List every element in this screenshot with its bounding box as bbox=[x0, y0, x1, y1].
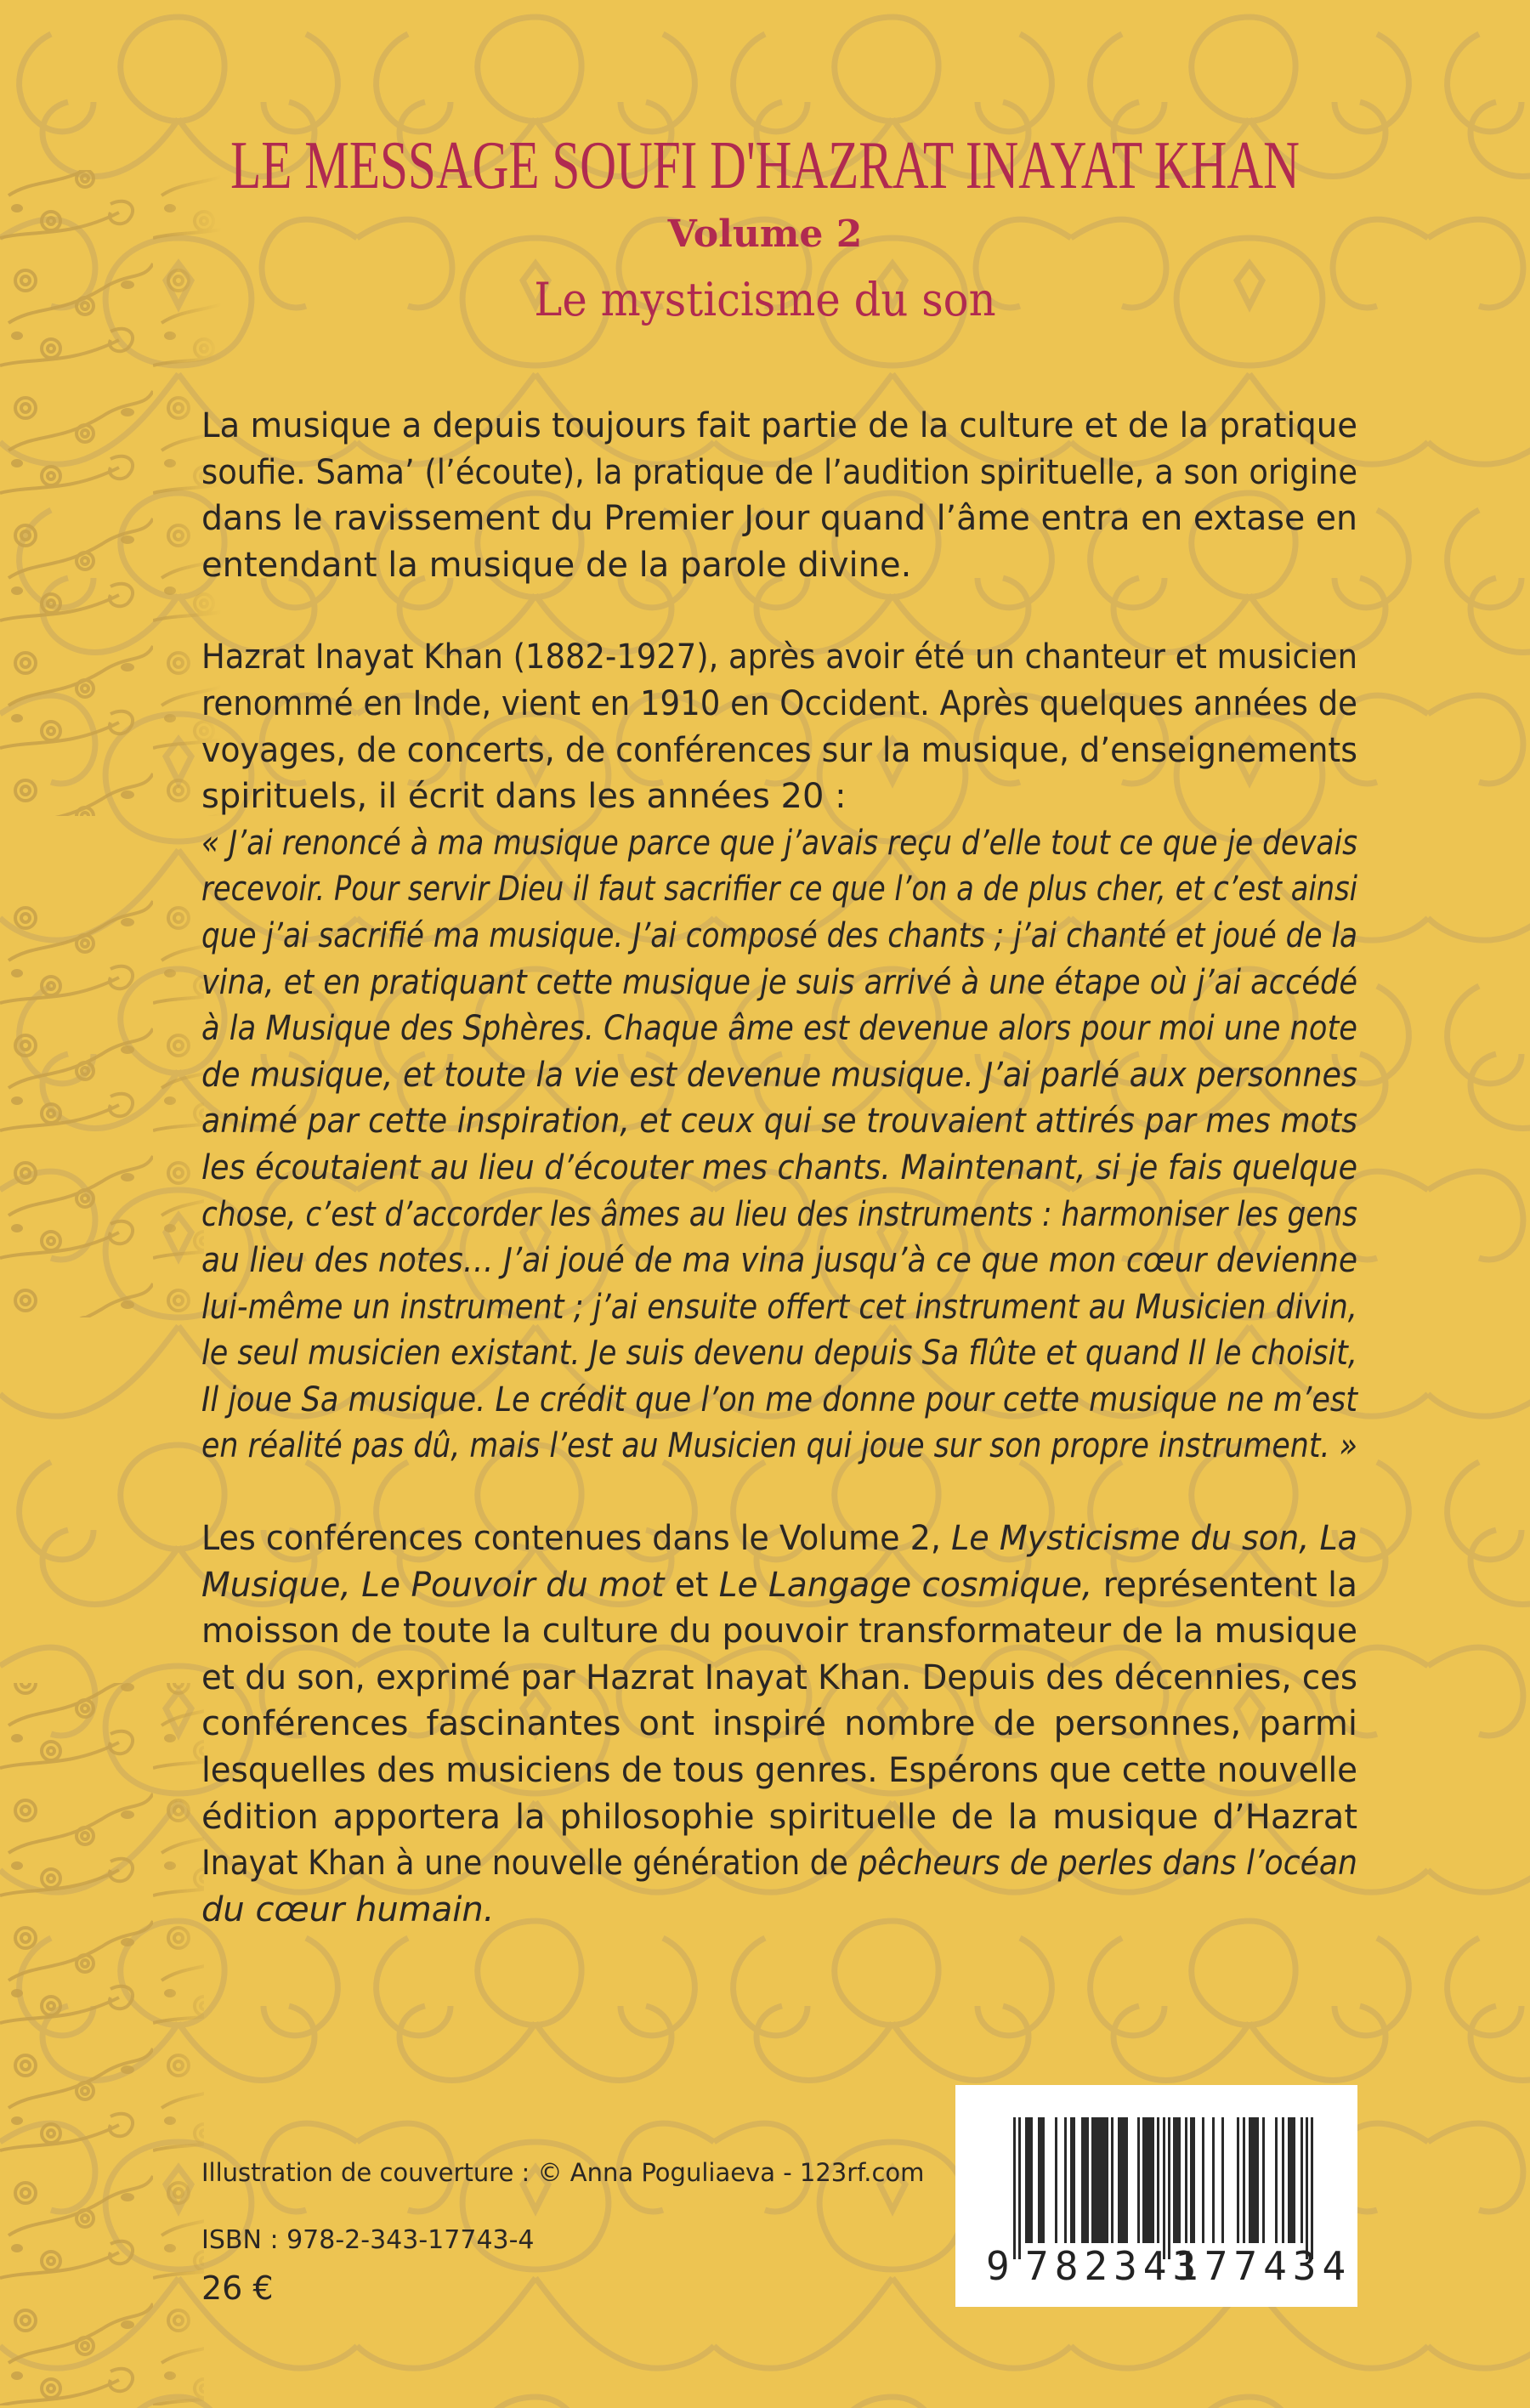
barcode-digits bbox=[955, 2085, 1357, 2307]
italic-phrase: pêcheurs de perles dans l’océan bbox=[858, 1844, 1357, 1884]
text-run: représentent la bbox=[1092, 1565, 1357, 1605]
paragraph-conferences bbox=[201, 1516, 1357, 1933]
quote-block bbox=[201, 820, 1357, 1470]
text-line bbox=[201, 1562, 1357, 1609]
quote-line: le seul musicien existant. Je suis devenu depuis Sa flûte et quand Il le choisit, bbox=[201, 1334, 1357, 1374]
text-line bbox=[201, 1516, 1357, 1562]
volume-label: Volume 2 bbox=[667, 212, 863, 256]
paragraph-biography bbox=[201, 634, 1357, 819]
text-line: moisson de toute la culture du pouvoir transformateur de la musique bbox=[201, 1612, 1357, 1652]
text-line: voyages, de concerts, de conférences sur la musique, d’enseignements bbox=[201, 730, 1357, 770]
quote-line: lui-même un instrument ; j’ai ensuite offert cet instrument au Musicien divin, bbox=[201, 1287, 1357, 1327]
isbn-label: ISBN : 978-2-343-17743-4 bbox=[201, 2225, 535, 2255]
work-title: Le Langage cosmique, bbox=[718, 1565, 1093, 1605]
work-title: Musique, Le Pouvoir du mot bbox=[201, 1565, 665, 1605]
paragraph-intro bbox=[201, 403, 1357, 588]
barcode-right-group: 177434 bbox=[1175, 2243, 1352, 2289]
quote-line: Il joue Sa musique. Le crédit que l’on me donne pour cette musique ne m’est bbox=[201, 1380, 1357, 1419]
quote-line: en réalité pas dû, mais l’est au Musicien qui joue sur son propre instrument. » bbox=[201, 1426, 1357, 1466]
text-line: renommé en Inde, vient en 1910 en Occident. Après quelques années de bbox=[201, 683, 1357, 723]
quote-line: que j’ai sacrifié ma musique. J’ai composé des chants ; j’ai chanté et joué de la bbox=[201, 915, 1357, 955]
text-line: Hazrat Inayat Khan (1882-1927), après avoir été un chanteur et musicien bbox=[201, 637, 1357, 677]
series-title: LE MESSAGE SOUFI D'HAZRAT INAYAT KHAN bbox=[230, 128, 1300, 203]
barcode-first-digit: 9 bbox=[986, 2243, 1016, 2289]
text-line: spirituels, il écrit dans les années 20 : bbox=[201, 777, 847, 817]
text-line bbox=[201, 1840, 1357, 1887]
text-line: du cœur humain. bbox=[201, 1890, 495, 1929]
text-line: édition apportera la philosophie spirituelle de la musique d’Hazrat bbox=[201, 1797, 1357, 1837]
book-subtitle: Le mysticisme du son bbox=[534, 273, 996, 326]
text-line: et du son, exprimé par Hazrat Inayat Khan. Depuis des décennies, ces bbox=[201, 1657, 1357, 1697]
barcode-left-group: 782343 bbox=[1025, 2243, 1203, 2289]
text-line: lesquelles des musiciens de tous genres. Espérons que cette nouvelle bbox=[201, 1751, 1357, 1791]
quote-line: « J’ai renoncé à ma musique parce que j’avais reçu d’elle tout ce que je devais bbox=[201, 823, 1357, 863]
quote-line: au lieu des notes… J’ai joué de ma vina jusqu’à ce que mon cœur devienne bbox=[201, 1241, 1357, 1281]
blurb-body bbox=[201, 403, 1357, 1933]
quote-line: les écoutaient au lieu d’écouter mes chants. Maintenant, si je fais quelque bbox=[201, 1147, 1357, 1187]
text-line: La musique a depuis toujours fait partie de la culture et de la pratique bbox=[201, 406, 1357, 445]
isbn-barcode bbox=[955, 2085, 1357, 2307]
quote-line: chose, c’est d’accorder les âmes au lieu des instruments : harmoniser les gens bbox=[201, 1194, 1357, 1234]
text-run: Les conférences contenues dans le Volume 2, bbox=[201, 1519, 952, 1559]
quote-line: animé par cette inspiration, et ceux qui se trouvaient attirés par mes mots bbox=[201, 1102, 1357, 1142]
price-label: 26 € bbox=[201, 2269, 274, 2307]
text-line: dans le ravissement du Premier Jour quand l’âme entra en extase en bbox=[201, 499, 1357, 539]
cover-illustration-credit: Illustration de couverture : © Anna Poguliaeva - 123rf.com bbox=[201, 2158, 925, 2187]
quote-line: vina, et en pratiquant cette musique je suis arrivé à une étape où j’ai accédé bbox=[201, 962, 1357, 1002]
quote-line: de musique, et toute la vie est devenue musique. J’ai parlé aux personnes bbox=[201, 1055, 1357, 1095]
quote-line: recevoir. Pour servir Dieu il faut sacrifier ce que l’on a de plus cher, et c’est ainsi bbox=[201, 870, 1357, 909]
quote-line: à la Musique des Sphères. Chaque âme est devenue alors pour moi une note bbox=[201, 1009, 1357, 1049]
text-line: soufie. Sama’ (l’écoute), la pratique de l’audition spirituelle, a son origine bbox=[201, 452, 1357, 492]
text-line: conférences fascinantes ont inspiré nombre de personnes, parmi bbox=[201, 1704, 1357, 1744]
text-line: entendant la musique de la parole divine. bbox=[201, 545, 912, 585]
text-run: Inayat Khan à une nouvelle génération de bbox=[201, 1844, 858, 1884]
text-run: et bbox=[664, 1565, 719, 1605]
work-title: Le Mysticisme du son, La bbox=[951, 1519, 1357, 1559]
